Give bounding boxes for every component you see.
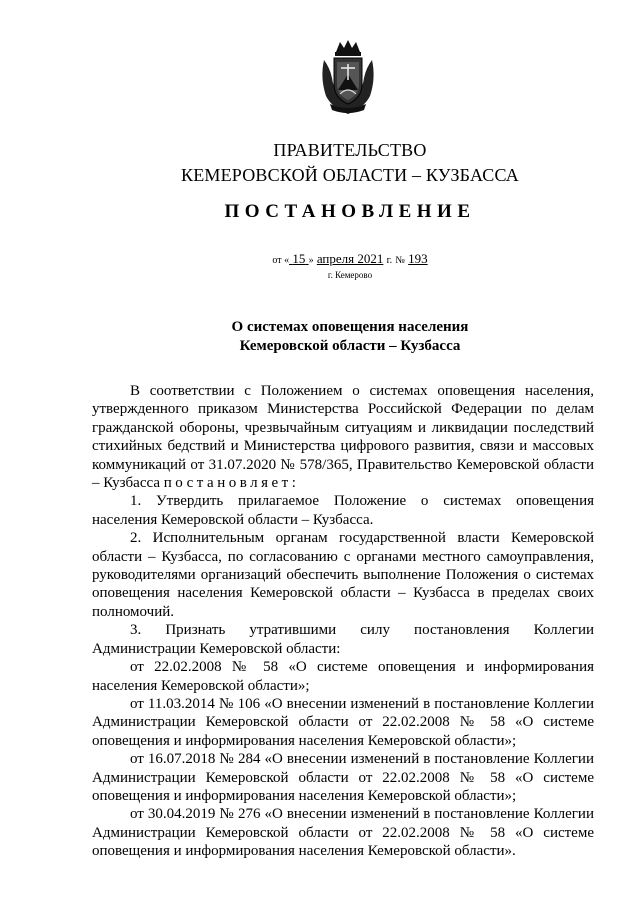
- date-day: 15: [292, 251, 306, 266]
- date-close-quote: »: [308, 255, 314, 266]
- paragraph-repeal-4: от 30.04.2019 № 276 «О внесении изменений в постановление Коллегии Администрации Кемеровской области от 22.02.2008 № 58 «О системе оповещения и информирования населения Кемеровской области».: [92, 806, 594, 860]
- city-name: г. Кемерово: [327, 270, 373, 280]
- paragraph-repeal-2: от 11.03.2014 № 106 «О внесении изменений в постановление Коллегии Администрации Кемеровской области от 22.02.2008 № 58 «О системе оповещения и информирования населения Кемеровской области»;: [92, 695, 594, 749]
- paragraph-preamble: В соответствии с Положением о системах оповещения населения, утвержденного приказом Министерства Российской Федерации по делам гражданской обороны, чрезвычайным ситуациям и ликвидации последствий стихийных бедствий и Министерства цифрового развития, связи и массовых коммуникаций от 31.07.2020 № 578/365, Правительство Кемеровской области – Кузбасса постановляет:: [92, 383, 594, 492]
- paragraph-item-2: 2. Исполнительным органам государственной власти Кемеровской области – Кузбасса, по согласованию с органами местного самоуправления, руководителями организаций обеспечить выполнение Положения о системах оповещения населения Кемеровской области – Кузбасса в пределах своих полномочий.: [92, 530, 594, 620]
- org-name-line2: КЕМЕРОВСКОЙ ОБЛАСТИ – КУЗБАССА: [181, 165, 519, 185]
- paragraph-repeal-3: от 16.07.2018 № 284 «О внесении изменений в постановление Коллегии Администрации Кемеровской области от 22.02.2008 № 58 «О системе оповещения и информирования населения Кемеровской области»;: [92, 751, 594, 804]
- org-name-line1: ПРАВИТЕЛЬСТВО: [273, 140, 427, 160]
- document-body: [92, 382, 594, 861]
- subject-line1: О системах оповещения населения: [231, 319, 469, 335]
- paragraph-item-1: 1. Утвердить прилагаемое Положение о системах оповещения населения Кемеровской области – Кузбасса.: [92, 493, 594, 528]
- document-number: 193: [408, 251, 428, 266]
- coat-of-arms-icon: [318, 38, 378, 116]
- date-prefix: от «: [272, 255, 290, 266]
- paragraph-item-3: 3. Признать утратившими силу постановления Коллегии Администрации Кемеровской области:: [92, 622, 594, 657]
- document-subject: [0, 318, 640, 356]
- date-month-year: апреля 2021: [316, 251, 384, 266]
- decree-verb: постановляет:: [163, 475, 300, 492]
- paragraph-repeal-1: от 22.02.2008 № 58 «О системе оповещения и информирования населения Кемеровской области»;: [92, 659, 594, 694]
- number-sign: №: [395, 255, 405, 266]
- subject-line2: Кемеровской области – Кузбасса: [239, 338, 461, 354]
- date-number-line: [0, 251, 640, 267]
- document-type-title: ПОСТАНОВЛЕНИЕ: [224, 201, 476, 222]
- date-year-suffix: г.: [386, 255, 393, 266]
